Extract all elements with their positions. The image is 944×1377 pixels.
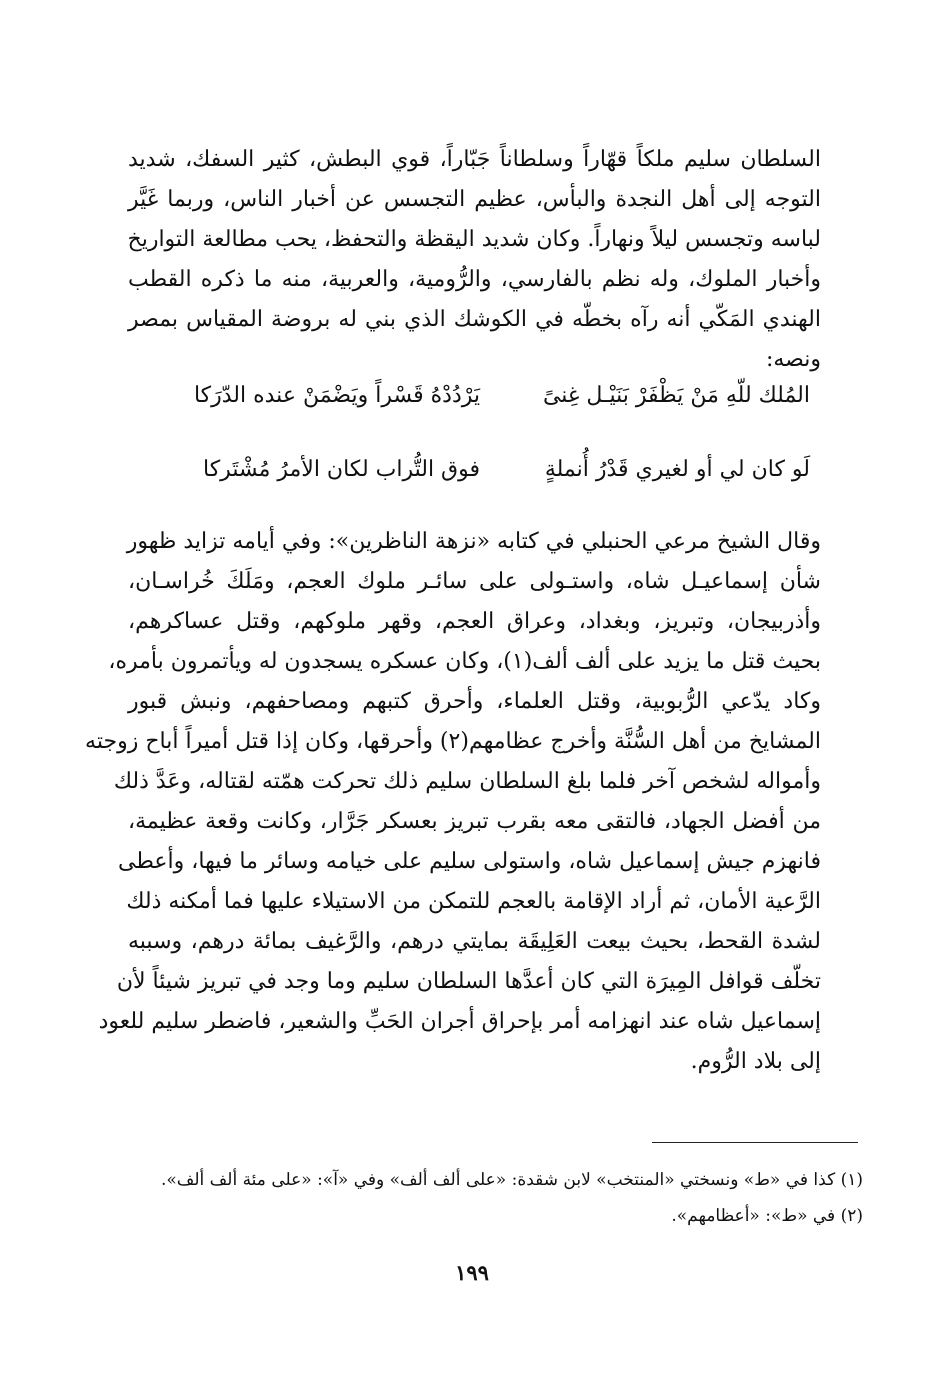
text-line: الرَّعية الأمان، ثم أراد الإقامة بالعجم للتمكن من الاستيلاء عليها فما أمكنه ذلك [126, 889, 821, 914]
verse-second-hemistich: فوق التُّراب لكان الأمرُ مُشْتَركا [203, 457, 480, 482]
text-line: التوجه إلى أهل النجدة والبأس، عظيم التجسس عن أخبار الناس، وربما غَيَّر [128, 187, 821, 212]
verse-line [190, 378, 810, 414]
text-line: إسماعيل شاه عند انهزامه أمر بإحراق أجران الحَبِّ والشعير، فاضطر سليم للعود [98, 1009, 821, 1034]
verse-line [190, 452, 810, 488]
text-line: فانهزم جيش إسماعيل شاه، واستولى سليم على خيامه وسائر ما فيها، وأعطى [118, 849, 821, 874]
verse-second-hemistich: يَرْدُدْهُ قَسْراً ويَضْمَنْ عنده الدّرَكا [193, 383, 480, 408]
text-line: وأمواله لشخص آخر فلما بلغ السلطان سليم ذلك تحركت همّته لقتاله، وعَدَّ ذلك [113, 769, 821, 794]
verse-first-hemistich: لَو كان لي أو لغيري قَدْرُ أُنملةٍ [544, 457, 810, 482]
paragraph-1 [128, 140, 821, 380]
verse-first-hemistich: المُلك للّهِ مَنْ يَظْفَرْ بَنَيْـل غِنىً [542, 383, 810, 408]
text-line: وأخبار الملوك، وله نظم بالفارسي، والرُّومية، والعربية، منه ما ذكره القطب [128, 267, 821, 292]
text-line: بحيث قتل ما يزيد على ألف ألف(١)، وكان عسكره يسجدون له ويأتمرون بأمره، [108, 649, 821, 674]
text-line: شأن إسماعيـل شاه، واستـولى على سائـر ملوك العجم، ومَلَكَ خُراسـان، [128, 569, 821, 594]
text-line: وأذربيجان، وتبريز، وبغداد، وعراق العجم، وقهر ملوكهم، وقتل عساكرهم، [128, 609, 821, 634]
footnote-1: (١) كذا في «ط» ونسختي «المنتخب» لابن شقدة: «على ألف ألف» وفي «آ»: «على مئة ألف ألف». [160, 1170, 863, 1190]
page-number: ١٩٩ [455, 1260, 489, 1285]
text-line: الهندي المَكّي أنه رآه بخطّه في الكوشك الذي بني له بروضة المقياس بمصر [128, 307, 821, 332]
text-line: السلطان سليم ملكاً قهّاراً وسلطاناً جَبّاراً، قوي البطش، كثير السفك، شديد [128, 147, 821, 172]
text-line: إلى بلاد الرُّوم. [690, 1049, 821, 1074]
paragraph-2 [85, 522, 821, 1082]
text-line: ونصه: [765, 347, 821, 372]
text-line: تخلّف قوافل المِيرَة التي كان أعدَّها السلطان سليم وما وجد في تبريز شيئاً لأن [116, 969, 821, 994]
footnote-divider [652, 1142, 858, 1143]
text-line: وقال الشيخ مرعي الحنبلي في كتابه «نزهة الناظرين»: وفي أيامه تزايد ظهور [126, 529, 821, 554]
text-line: لشدة القحط، بحيث بيعت العَلِيقَة بمايتي درهم، والرَّغيف بمائة درهم، وسببه [128, 929, 821, 954]
text-line: من أفضل الجهاد، فالتقى معه بقرب تبريز بعسكر جَرَّار، وكانت وقعة عظيمة، [128, 809, 821, 834]
text-line: وكاد يدّعي الرُّبوبية، وقتل العلماء، وأحرق كتبهم ومصاحفهم، ونبش قبور [128, 689, 821, 714]
footnote-2: (٢) في «ط»: «أعظامهم». [671, 1206, 863, 1226]
text-line: لباسه وتجسس ليلاً ونهاراً. وكان شديد اليقظة والتحفظ، يحب مطالعة التواريخ [127, 227, 821, 252]
text-line: المشايخ من أهل السُّنَّة وأخرج عظامهم(٢) وأحرقها، وكان إذا قتل أميراً أباح زوجته [85, 729, 821, 754]
